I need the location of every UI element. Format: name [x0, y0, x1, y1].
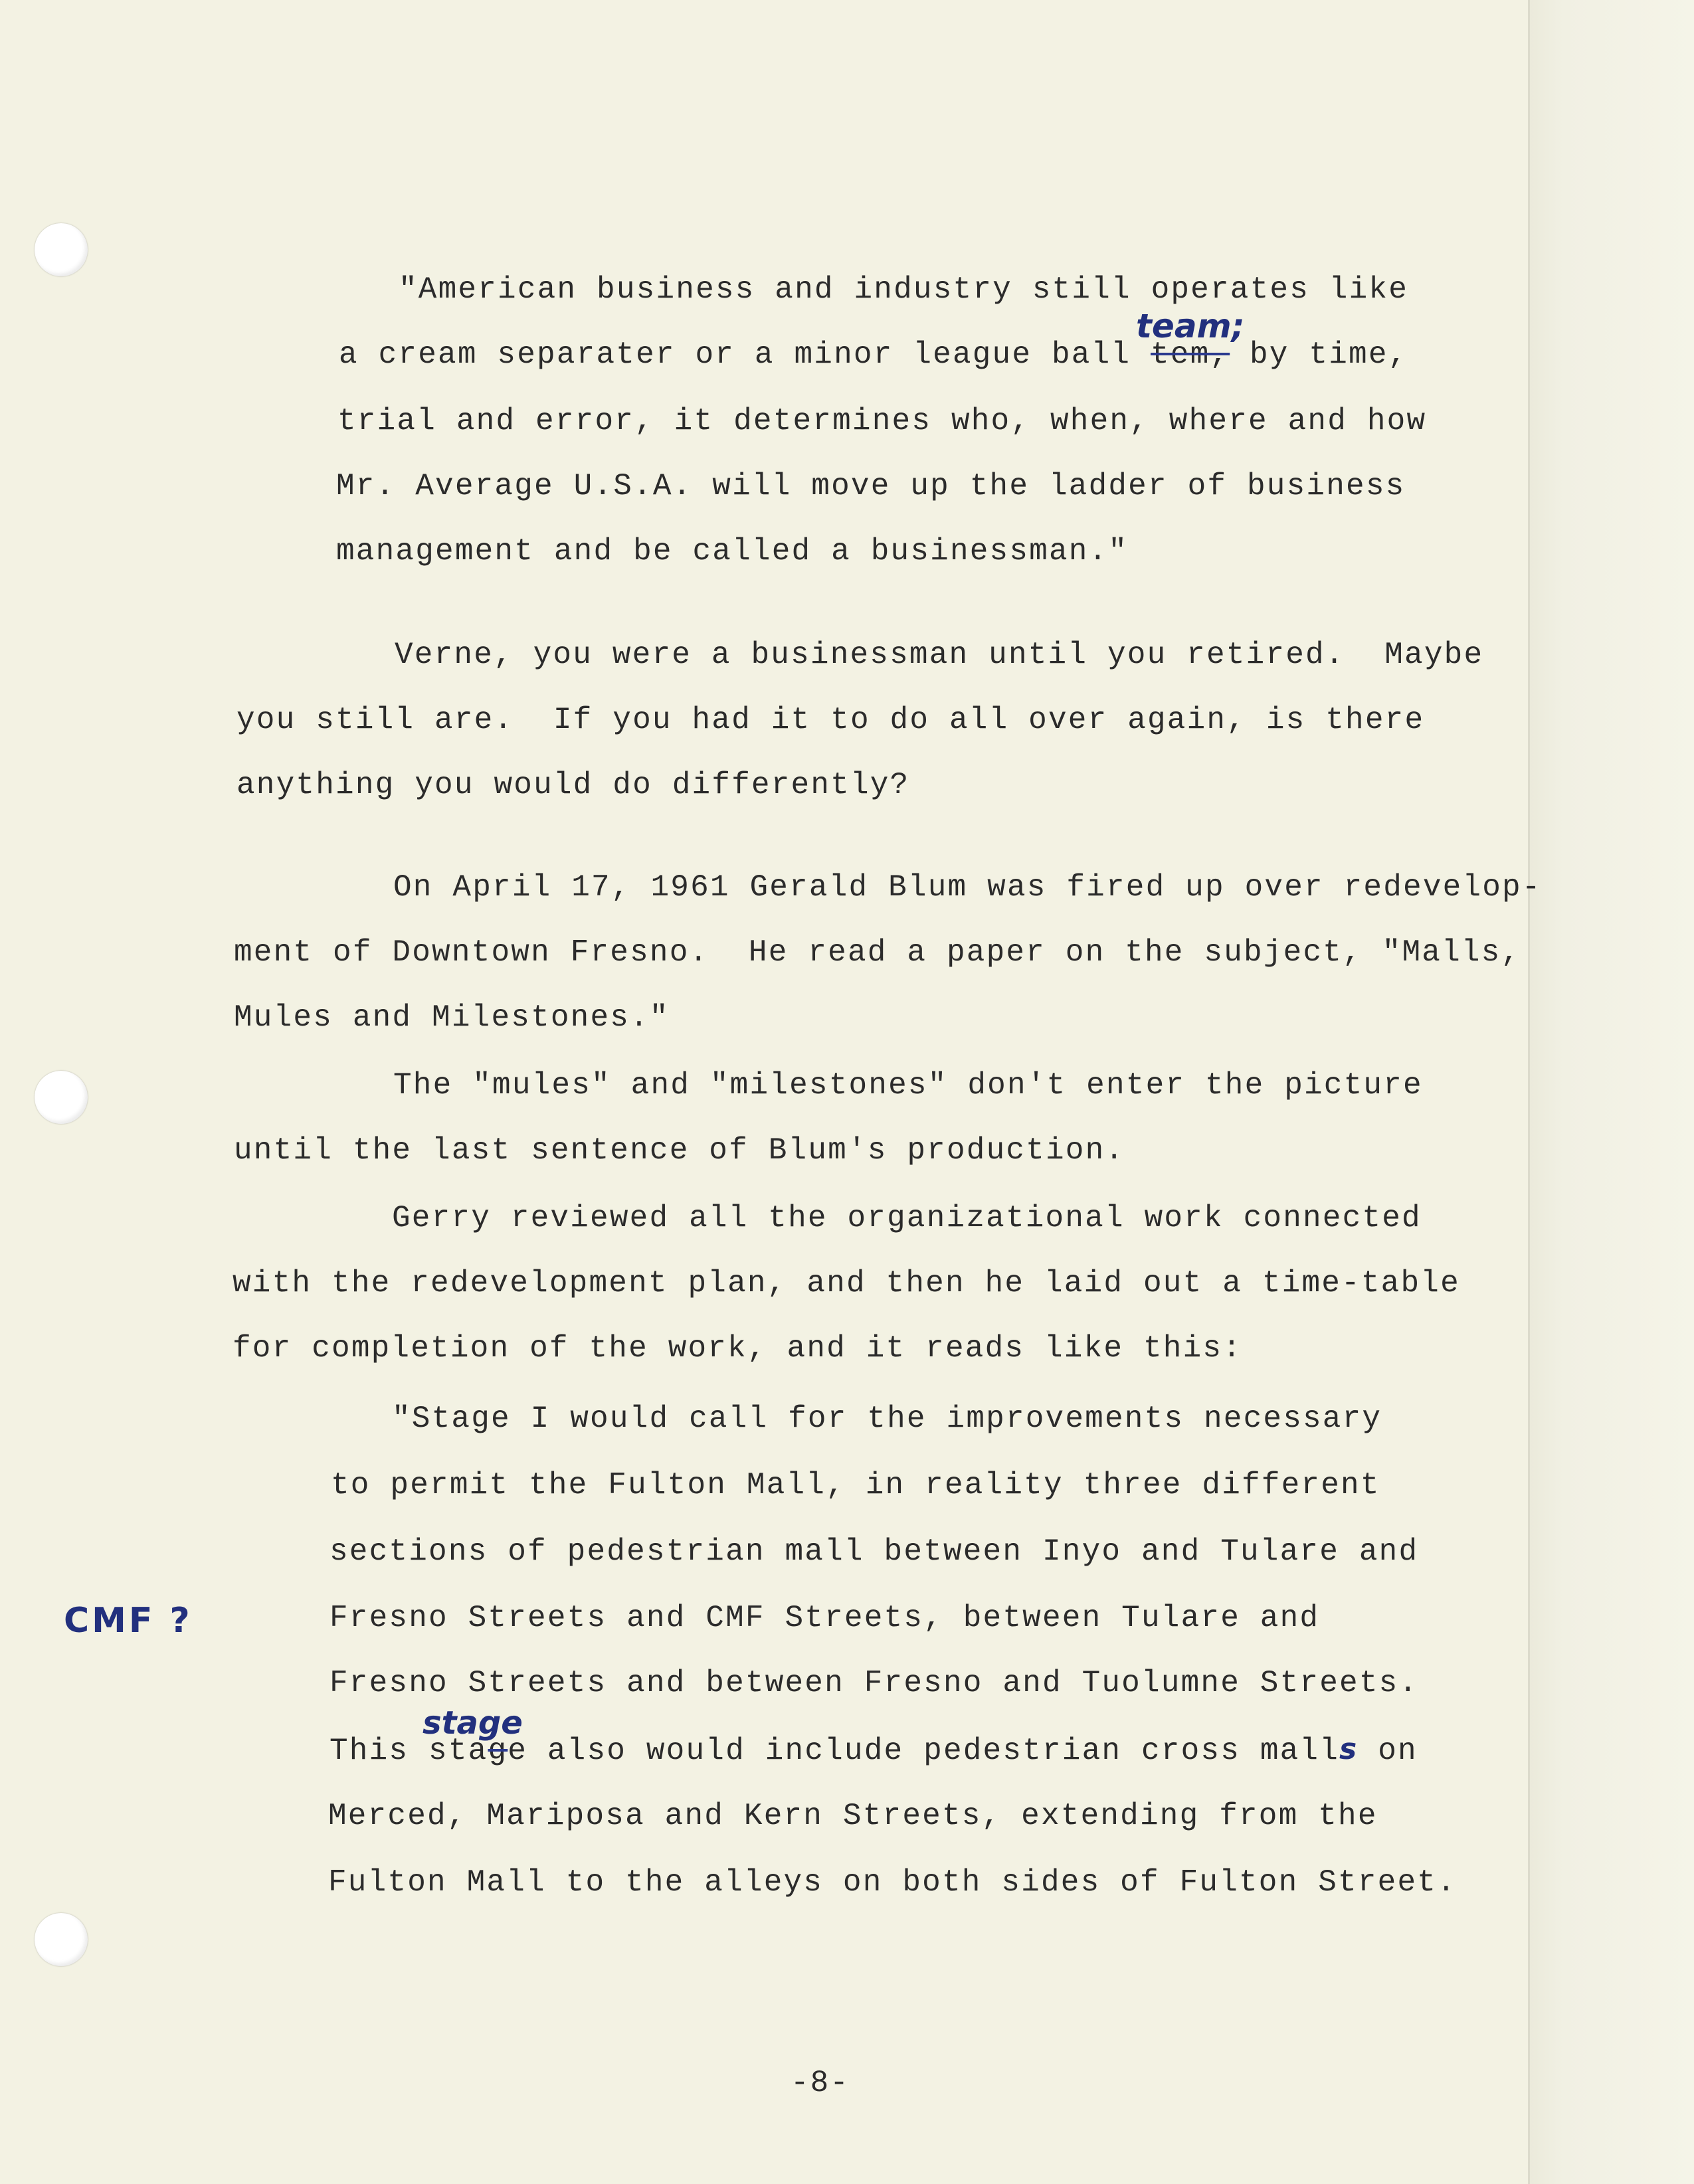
text-line: management and be called a businessman." [336, 534, 1129, 569]
text-line: trial and error, it determines who, when, where and how [337, 404, 1427, 438]
text-line: Mules and Milestones." [234, 1000, 670, 1035]
text-line: On April 17, 1961 Gerald Blum was fired up over redevelop- [393, 870, 1542, 905]
page-edge [1528, 0, 1694, 2184]
text-line-end: on [1358, 1734, 1418, 1768]
text-line: sections of pedestrian mall between Inyo and Tulare and [329, 1534, 1419, 1569]
text-line [339, 336, 1408, 373]
text-line: to permit the Fulton Mall, in reality three different [331, 1468, 1380, 1502]
text-line: The "mules" and "milestones" don't enter the picture [393, 1068, 1423, 1103]
page-number: -8- [791, 2066, 850, 2100]
text-line-start: a cream separater or a minor league ball [339, 337, 1151, 372]
text-line: "American business and industry still operates like [399, 272, 1409, 307]
text-line: Fresno Streets and CMF Streets, between Tulare and [329, 1601, 1320, 1635]
binder-hole-top [35, 223, 88, 276]
text-line: until the last sentence of Blum's production. [234, 1133, 1125, 1168]
handwritten-correction-team: team; [1136, 307, 1245, 345]
text-line: Fulton Mall to the alleys on both sides of Fulton Street. [328, 1865, 1457, 1900]
text-line: "Stage I would call for the improvements necessary [392, 1402, 1382, 1436]
struck-word: tem, [1150, 337, 1230, 372]
text-line: with the redevelopment plan, and then he laid out a time-table [233, 1266, 1460, 1301]
struck-letter: g [488, 1734, 508, 1768]
text-line-end: by time, [1230, 337, 1408, 372]
text-line: Merced, Mariposa and Kern Streets, extending from the [328, 1799, 1378, 1833]
text-line-middle: e also would include pedestrian cross mall [508, 1734, 1340, 1768]
text-line: for completion of the work, and it reads like this: [233, 1331, 1243, 1366]
handwritten-margin-note: CMF ? [64, 1601, 193, 1641]
text-line: Mr. Average U.S.A. will move up the ladder of business [336, 469, 1406, 503]
binder-hole-middle [35, 1071, 88, 1124]
text-line: anything you would do differently? [236, 768, 910, 802]
handwritten-correction-stage: stage [423, 1704, 523, 1742]
text-line: you still are. If you had it to do all over again, is there [236, 703, 1425, 737]
text-line-start: This sta [329, 1734, 488, 1768]
handwritten-correction-s: s [1339, 1732, 1359, 1766]
text-line: ment of Downtown Fresno. He read a paper on the subject, "Malls, [234, 935, 1521, 970]
text-line: Gerry reviewed all the organizational work connected [392, 1201, 1422, 1235]
text-line: Verne, you were a businessman until you retired. Maybe [395, 638, 1484, 672]
text-line: Fresno Streets and between Fresno and Tuolumne Streets. [329, 1666, 1419, 1700]
binder-hole-bottom [35, 1913, 88, 1966]
